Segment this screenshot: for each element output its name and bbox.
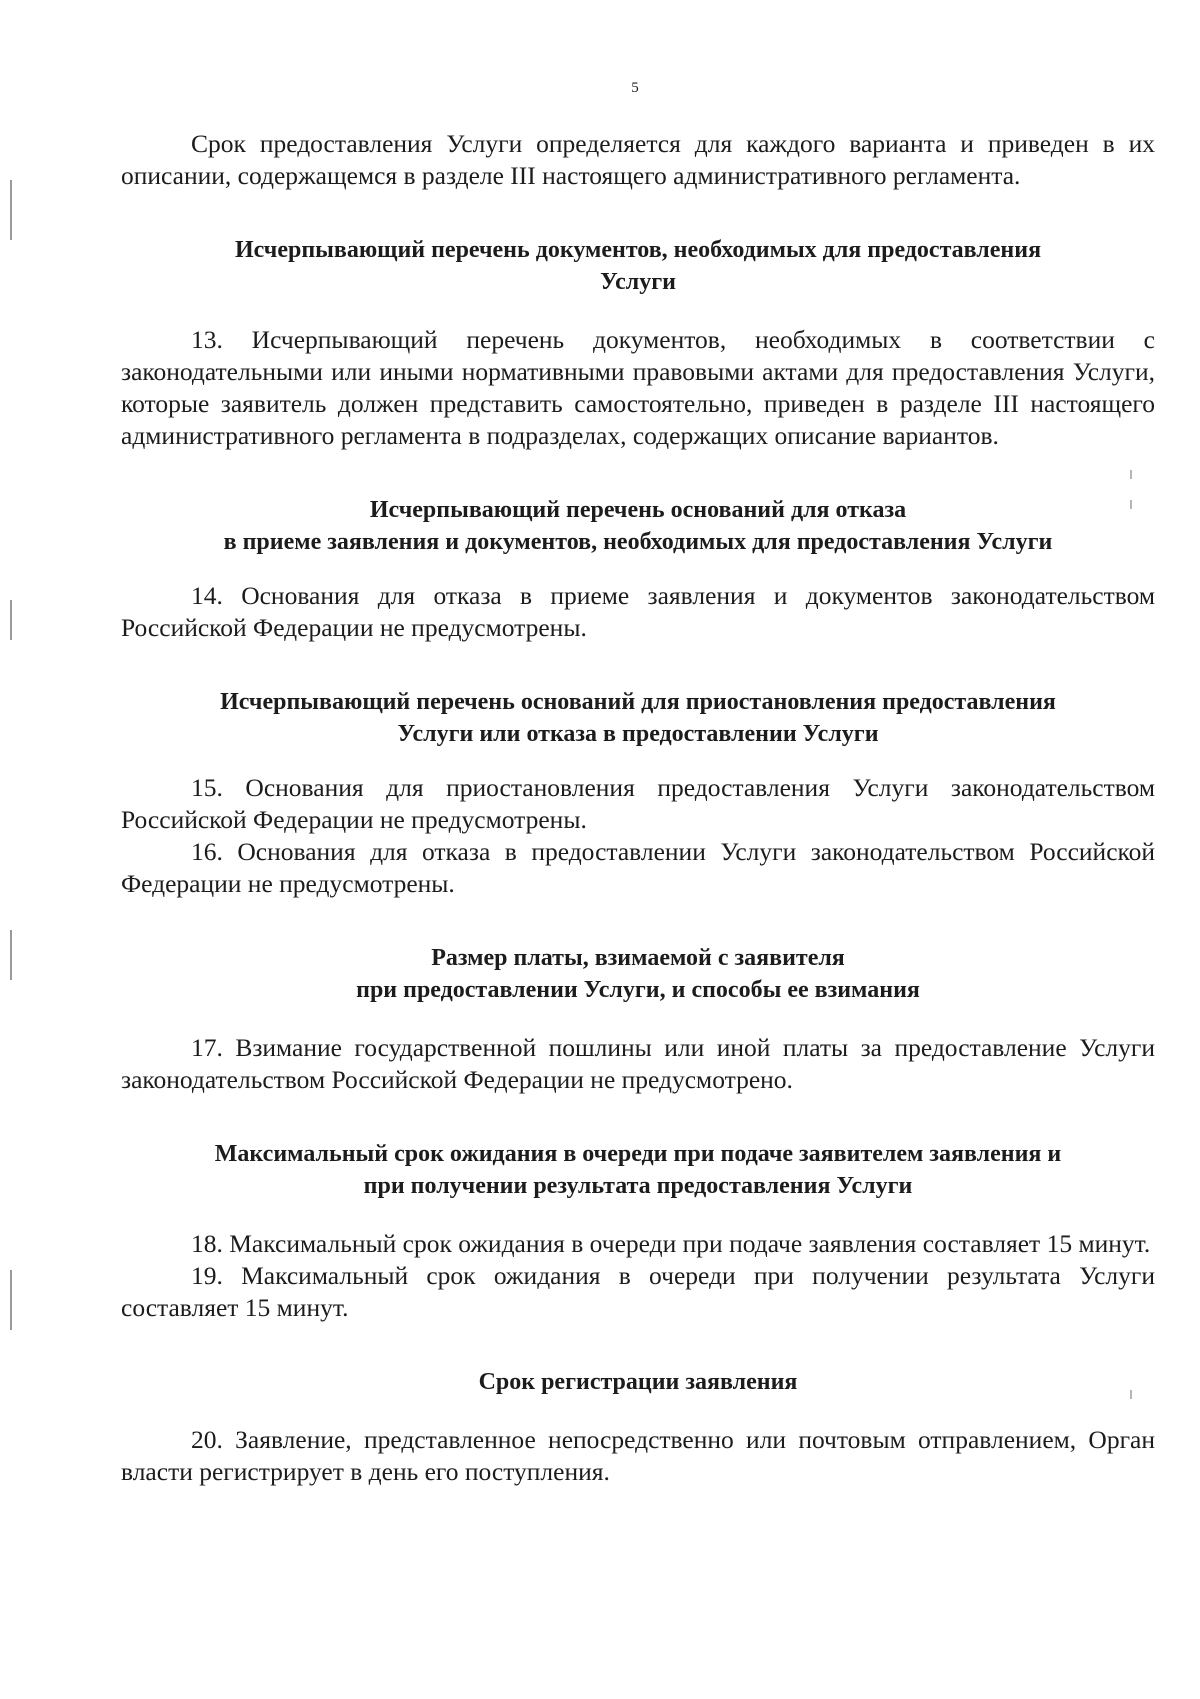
scan-artifact xyxy=(10,180,12,240)
scan-artifact xyxy=(10,930,12,980)
heading-line: в приеме заявления и документов, необходимых для предоставления Услуги xyxy=(223,529,1053,555)
paragraph-14: 14. Основания для отказа в приеме заявления и документов законодательством Российской Федерации не предусмотрены. xyxy=(121,581,1155,642)
heading-line: при предоставлении Услуги, и способы ее взимания xyxy=(356,977,920,1003)
paragraph-20: 20. Заявление, представленное непосредственно или почтовым отправлением, Орган власти регистрирует в день его поступления. xyxy=(121,1425,1155,1486)
paragraph-18: 18. Максимальный срок ожидания в очереди при подаче заявления составляет 15 минут. xyxy=(191,1229,1151,1258)
heading-line: Исчерпывающий перечень документов, необходимых для предоставления xyxy=(234,237,1042,263)
section-heading xyxy=(121,234,1155,298)
document-body xyxy=(121,128,1155,1488)
paragraph-15: 15. Основания для приостановления предоставления Услуги законодательством Российской Федерации не предусмотрены. xyxy=(121,773,1155,834)
section-heading xyxy=(121,1366,1155,1398)
section-heading xyxy=(121,1138,1155,1202)
heading-line: Услуги xyxy=(600,269,676,295)
paragraph-13: 13. Исчерпывающий перечень документов, необходимых в соответствии с законодательными или иными нормативными правовыми актами для предоставления Услуги, которые заявитель должен представить самостоятельно, приведен в разделе III настоящего административного регламента в подразделах, содержащих описание вариантов. xyxy=(121,325,1155,450)
paragraph-16: 16. Основания для отказа в предоставлении Услуги законодательством Российской Федерации не предусмотрены. xyxy=(121,837,1155,898)
scan-artifact xyxy=(10,1270,12,1330)
heading-line: Срок регистрации заявления xyxy=(478,1369,798,1395)
heading-line: Исчерпывающий перечень оснований для отказа xyxy=(369,497,907,523)
section-heading xyxy=(121,494,1155,558)
paragraph-17: 17. Взимание государственной пошлины или иной платы за предоставление Услуги законодательством Российской Федерации не предусмотрено. xyxy=(121,1033,1155,1094)
heading-line: Максимальный срок ожидания в очереди при подаче заявителем заявления и xyxy=(214,1141,1062,1167)
heading-line: при получении результата предоставления Услуги xyxy=(363,1173,913,1199)
page-number: 5 xyxy=(631,80,639,96)
heading-line: Исчерпывающий перечень оснований для приостановления предоставления xyxy=(220,689,1056,715)
scan-artifact xyxy=(10,600,12,640)
section-heading xyxy=(121,686,1155,750)
section-heading xyxy=(121,942,1155,1006)
intro-paragraph: Срок предоставления Услуги определяется для каждого варианта и приведен в их описании, содержащемся в разделе III настоящего административного регламента. xyxy=(121,129,1155,190)
heading-line: Услуги или отказа в предоставлении Услуги xyxy=(397,721,879,747)
paragraph-19: 19. Максимальный срок ожидания в очереди при получении результата Услуги составляет 15 минут. xyxy=(121,1261,1155,1322)
heading-line: Размер платы, взимаемой с заявителя xyxy=(431,945,845,971)
